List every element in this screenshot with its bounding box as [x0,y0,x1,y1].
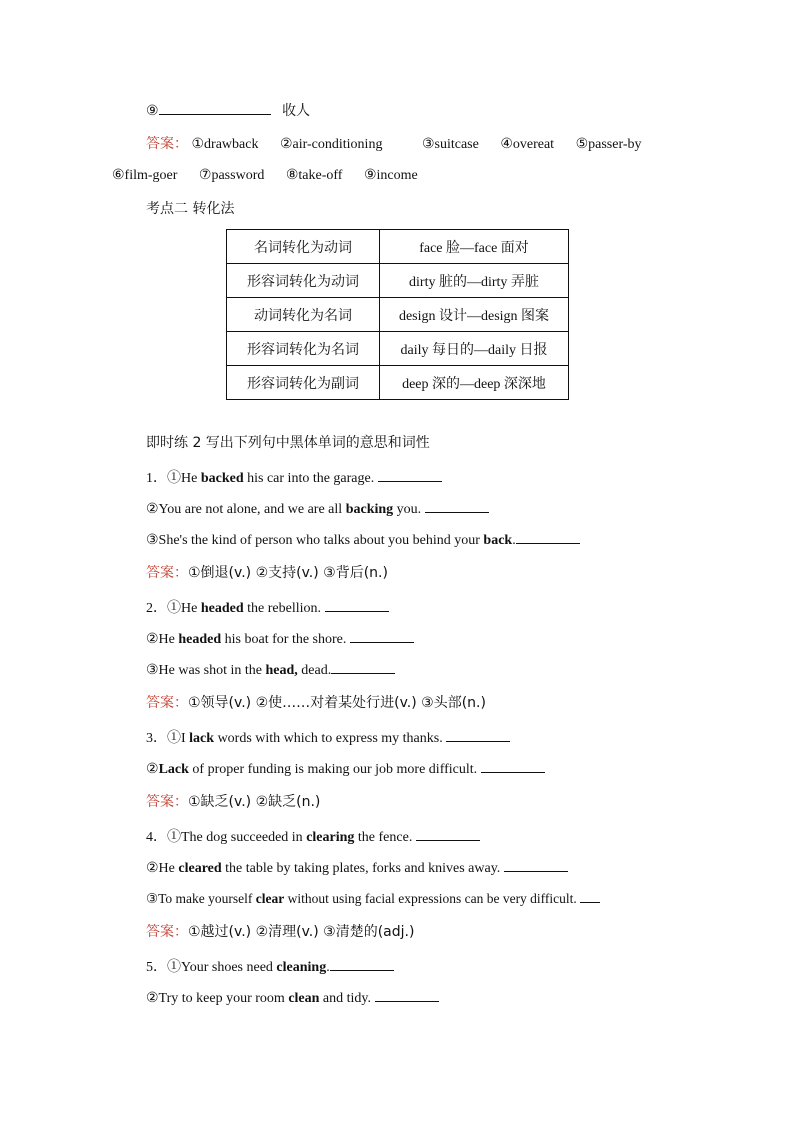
q5-sentence-2 [146,987,439,1007]
sentence-text: the rebellion. [243,601,325,616]
question-number: 4． [146,830,167,845]
question-number: 1． [146,471,167,486]
keyword: back [483,533,513,548]
keyword: backed [200,471,244,486]
answer-text: ①倒退(v.) ②支持(v.) ③背后(n.) [188,565,388,581]
question-number: 2． [146,601,167,616]
table-cell-example: dirty 脏的—dirty 弄脏 [380,264,569,298]
conversion-table [226,229,569,400]
sentence-text: you. [393,502,425,517]
answer-text: ①越过(v.) ②清理(v.) ③清楚的(adj.) [188,924,415,940]
answer-blank[interactable] [350,628,414,643]
sentence-text: ②He [146,632,179,647]
table-cell-example: deep 深的—deep 深深地 [380,366,569,400]
q2-sentence-3 [146,659,395,679]
answer-blank[interactable] [325,597,389,612]
answer-item: ④overeat [500,137,555,152]
answer-blank[interactable] [416,826,480,841]
table-cell-type: 动词转化为名词 [227,298,380,332]
table-row [227,230,569,264]
table-cell-example: daily 每日的—daily 日报 [380,332,569,366]
question-number: 3． [146,731,167,746]
keyword: backing [345,502,394,517]
q3-answer [146,792,320,812]
sentence-text: words with which to express my thanks. [214,731,447,746]
sentence-text: dead. [297,663,332,678]
sentence-text: the table by taking plates, forks and knives away. [221,861,504,876]
keyword: clean [288,991,320,1006]
q5-sentence-1 [146,956,394,976]
table-row [227,332,569,366]
answer-label: 答案： [146,924,188,940]
answer-blank[interactable] [378,467,442,482]
answer-item: ⑥film-goer [112,168,178,183]
answer-blank[interactable] [425,498,489,513]
sentence-text: ③He was shot in the [146,663,266,678]
sentence-text: ①Your shoes need [167,960,277,975]
keyword: head, [265,663,298,678]
sentence-text: the fence. [354,830,416,845]
sentence-text: his boat for the shore. [221,632,350,647]
q1-answer [146,563,388,583]
table-cell-type: 形容词转化为副词 [227,366,380,400]
table-cell-example: design 设计—design 图案 [380,298,569,332]
answer-blank[interactable] [481,758,545,773]
table-row [227,366,569,400]
answer-line-1 [146,134,642,154]
answer-blank[interactable] [375,987,439,1002]
sentence-text: ①I [167,731,190,746]
q4-sentence-3 [146,888,600,908]
table-cell-type: 名词转化为动词 [227,230,380,264]
sentence-text: . [512,533,516,548]
keyword: Lack [158,762,189,777]
answer-blank[interactable] [504,857,568,872]
sentence-text: ②Try to keep your room [146,991,289,1006]
sentence-text: and tidy. [319,991,375,1006]
answer-item: ⑦password [198,168,265,183]
sentence-text: of proper funding is making our job more difficult. [188,762,481,777]
answer-text: ①领导(v.) ②使……对着某处行进(v.) ③头部(n.) [188,695,486,711]
sentence-text: ② [146,762,159,777]
table-cell-example: face 脸—face 面对 [380,230,569,264]
keyword: lack [189,731,215,746]
practice-title: 即时练 2 写出下列句中黑体单词的意思和词性 [146,435,430,451]
sentence-text: ③She's the kind of person who talks about you behind your [146,533,484,548]
sentence-text: . [326,960,330,975]
answer-item: ②air-conditioning [279,137,383,152]
table-cell-type: 形容词转化为动词 [227,264,380,298]
answer-blank[interactable] [580,888,600,903]
q1-sentence-2 [146,498,489,518]
q2-sentence-2 [146,628,414,648]
keyword: cleaning [276,960,327,975]
answer-label: 答案： [146,695,188,711]
q2-answer [146,693,486,713]
answer-item: ⑧take-off [285,168,343,183]
answer-blank[interactable] [330,956,394,971]
q4-answer [146,922,414,942]
keyword: clearing [306,830,355,845]
answer-item: ⑨income [363,168,418,183]
item-9 [146,100,310,120]
answer-blank[interactable] [446,727,510,742]
sentence-text: ①The dog succeeded in [167,830,307,845]
answer-line-2 [112,166,418,186]
q2-sentence-1 [146,597,389,617]
keyword: headed [178,632,222,647]
answer-label: 答案： [146,565,188,581]
table-row [227,298,569,332]
sentence-text: ①He [167,601,201,616]
q4-sentence-2 [146,857,568,877]
sentence-text: ②You are not alone, and we are all [146,502,346,517]
sentence-text: ①He [167,471,201,486]
keyword: clear [255,891,285,906]
answer-label: 答案： [146,794,188,810]
q4-sentence-1 [146,826,480,846]
answer-item: ①drawback [191,137,259,152]
keyword: headed [200,601,244,616]
item-9-meaning: 收人 [282,103,311,119]
table-row [227,264,569,298]
answer-item: ⑤passer-by [575,137,642,152]
q1-sentence-1 [146,467,442,487]
answer-item: ③suitcase [421,137,479,152]
sentence-text: ③To make yourself [146,891,256,906]
question-number: 5． [146,960,167,975]
sentence-text: without using facial expressions can be very difficult. [284,891,581,906]
answer-text: ①缺乏(v.) ②缺乏(n.) [188,794,321,810]
sentence-text: ②He [146,861,179,876]
keyword: cleared [178,861,222,876]
q1-sentence-3 [146,529,580,549]
answer-blank[interactable] [331,659,395,674]
table-cell-type: 形容词转化为名词 [227,332,380,366]
section-title: 考点二 转化法 [146,201,235,217]
answer-blank[interactable] [159,100,271,115]
item-9-number: ⑨ [146,104,159,119]
q3-sentence-2 [146,758,545,778]
answer-label: 答案： [146,136,188,152]
sentence-text: his car into the garage. [243,471,378,486]
answer-blank[interactable] [516,529,580,544]
q3-sentence-1 [146,727,510,747]
